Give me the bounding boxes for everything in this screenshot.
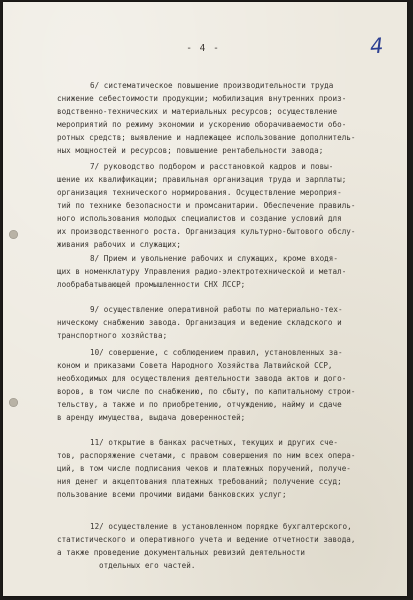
paragraph-first-line: 10/ совершение, с соблюдением правил, установленных за- — [90, 348, 343, 357]
paragraph-line: ного использования молодых специалистов и создание условий для — [57, 214, 342, 223]
paragraph-first-line: 11/ открытие в банках расчетных, текущих и других сче- — [90, 438, 338, 447]
paragraph-line: живания рабочих и служащих; — [57, 240, 181, 249]
paragraph-line: коном и приказами Совета Народного Хозяйства Латвийской ССР, — [57, 361, 333, 370]
paragraph-line: транспортного хозяйства; — [57, 331, 168, 340]
paragraph-line: шение их квалификации; правильная организация труда и зарплаты; — [57, 175, 347, 184]
paragraph-line: ническому снабжению завода. Организация и ведение складского и — [57, 318, 342, 327]
paragraph-line: ротных средств; выявление и надлежащее использование дополнитель- — [57, 133, 356, 142]
document-body — [3, 2, 407, 596]
page-number: - 4 - — [186, 43, 220, 54]
paragraph-line: необходимых для осуществления деятельности завода актов и дого- — [57, 374, 347, 383]
paragraph-line: тий по технике безопасности и промсанитарии. Обеспечение правиль- — [57, 201, 356, 210]
paragraph-line: статистического и оперативного учета и ведение отчетности завода, — [57, 535, 356, 544]
document-page — [3, 2, 407, 596]
paragraph-line: воров, в том числе по снабжению, по сбыту, по капитальному строи- — [57, 387, 356, 396]
paragraph-line: в аренду имущества, выдача доверенностей; — [57, 413, 246, 422]
paragraph-line: водственно-технических и материальных ресурсов; осуществление — [57, 107, 338, 116]
paragraph-first-line: 12/ осуществление в установленном порядке бухгалтерского, — [90, 522, 352, 531]
paragraph-line: отдельных его частей. — [99, 561, 196, 570]
paragraph-first-line: 6/ систематическое повышение производительности труда — [90, 81, 334, 90]
handwritten-page-number: 4 — [369, 33, 385, 59]
paragraph-first-line: 7/ руководство подбором и расстановкой кадров и повы- — [90, 162, 334, 171]
paragraph-line: ций, в том числе подписания чеков и платежных поручений, получе- — [57, 464, 351, 473]
paragraph-line: пользование всеми прочими видами банковских услуг; — [57, 490, 287, 499]
paragraph-first-line: 8/ Прием и увольнение рабочих и служащих, кроме входя- — [90, 254, 338, 263]
paragraph-line: мероприятий по режиму экономии и ускорению оборачиваемости обо- — [57, 120, 347, 129]
paragraph-first-line: 9/ осуществление оперативной работы по материально-тех- — [90, 305, 343, 314]
paragraph-line: ния денег и акцептования платежных требований; получение ссуд; — [57, 477, 342, 486]
paragraph-line: лообрабатывающей промышленности СНХ ЛССР; — [57, 280, 246, 289]
paragraph-line: тельству, а также и по приобретению, отчуждению, найму и сдаче — [57, 400, 342, 409]
paragraph-line: их производственного роста. Организация культурно-бытового обслу- — [57, 227, 356, 236]
paragraph-line: организация технического нормирования. Осуществление мероприя- — [57, 188, 342, 197]
paragraph-line: тов, распоряжение счетами, с правом совершения по ним всех опера- — [57, 451, 356, 460]
paragraph-line: щих в номенклатуру Управления радио-электротехнической и метал- — [57, 267, 347, 276]
paragraph-line: ных мощностей и ресурсов; повышение рентабельности завода; — [57, 146, 324, 155]
paragraph-line: а также проведение документальных ревизий деятельности — [57, 548, 305, 557]
paragraph-line: снижение себестоимости продукции; мобилизация внутренних произ- — [57, 94, 347, 103]
